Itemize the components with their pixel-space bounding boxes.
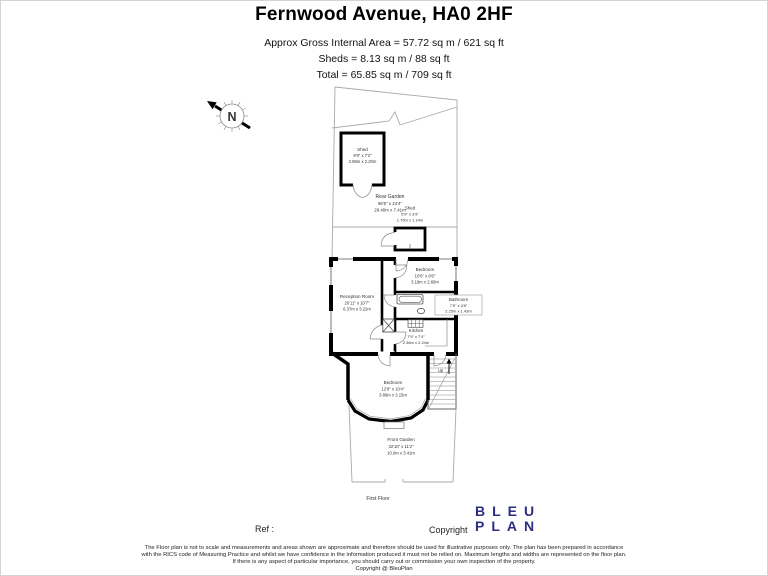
disclaimer-line-1: The Floor plan is not to scale and measurements and areas shown are approximate and therefore should be used for illustrative purposes only. The plan has been prepared in accordance	[144, 545, 624, 551]
rear-garden-name: Rear Garden	[375, 194, 405, 200]
shed1-double-door-icon	[353, 185, 372, 198]
reception-label	[340, 294, 374, 312]
rear-garden-dims-metric: 29.40m x 7.41m	[374, 207, 406, 213]
reception-dims-imperial: 20'11" x 10'7"	[344, 300, 370, 306]
bathtub-inner	[399, 296, 422, 302]
entry-door-gap	[396, 256, 408, 263]
disclaimer-line-2: with the RICS code of Measuring Practice and whilst we have confidence in the information produced it must not be relied on. Maximum lengths and widths are represented on the floor plan.	[141, 552, 627, 558]
reception-name: Reception Room	[339, 294, 375, 299]
bathroom-name: Bathroom	[448, 297, 469, 302]
bedroom2-dims-imperial: 12'8" x 10'4"	[381, 386, 405, 392]
shed2-dims-metric: 1.75m x 1.14m	[396, 217, 424, 223]
bedroom2-name: Bedroom	[383, 380, 403, 385]
rear-garden-dims-imperial: 96'5" x 24'4"	[377, 200, 403, 206]
bedroom1-dims-imperial: 10'6" x 8'6"	[414, 273, 436, 279]
ref-label: Ref :	[255, 524, 275, 534]
stairs	[428, 354, 456, 409]
front-garden-dims-imperial: 32'10" x 11'2"	[388, 443, 414, 449]
bathroom-dims-metric: 2.25m x 1.43m	[445, 308, 472, 314]
bleu-plan-logo	[475, 504, 541, 534]
shed1	[341, 133, 384, 198]
north-arrow-head-icon	[207, 101, 217, 109]
sink-icon	[417, 308, 424, 313]
logo-line2: PLAN	[475, 518, 542, 534]
sheds-area: Sheds = 8.13 sq m / 88 sq ft	[318, 53, 450, 65]
floor-label: First Floor	[366, 496, 390, 502]
compass-north-label: N	[227, 110, 237, 124]
front-step	[384, 422, 404, 429]
shed2-name: Shed	[404, 205, 416, 211]
total-area: Total = 65.85 sq m / 709 sq ft	[316, 69, 452, 81]
back-door-gap	[434, 351, 446, 358]
logo-line1: BLEU	[475, 503, 542, 519]
reception-dims-metric: 6.37m x 3.22m	[343, 306, 371, 312]
shed2-dims-imperial: 5'9" x 3'9"	[401, 211, 419, 217]
shed1-door-gap	[353, 180, 372, 187]
disclaimer-line-3: If there is any aspect of particular importance, you should carry out or commission your own inspection of the property.	[232, 559, 536, 565]
bathroom-label	[435, 295, 482, 315]
disclaimer-copyright: Copyright @ BleuPlan	[355, 566, 413, 572]
cupboard-x-box	[383, 319, 395, 332]
bathroom-dims-imperial: 7'5" x 4'8"	[449, 302, 468, 308]
stairs-up-label: Up	[437, 368, 444, 373]
front-garden-dims-metric: 10.0m x 3.41m	[387, 450, 415, 456]
rear-garden-label	[374, 194, 406, 213]
bedroom1-name: Bedroom	[415, 267, 435, 272]
shed1-name: Shed	[357, 147, 368, 152]
kitchen-hob-icon	[408, 320, 423, 328]
bedroom2-label	[379, 380, 407, 398]
garden-break-line	[332, 107, 457, 128]
shed1-dims-imperial: 9'9" x 7'2"	[353, 153, 372, 158]
stair-diagonal	[429, 358, 455, 408]
bedroom1-dims-metric: 3.19m x 2.60m	[411, 279, 439, 285]
copyright-label: Copyright	[429, 525, 468, 535]
front-garden-name: Front Garden	[387, 437, 415, 442]
gross-internal-area: Approx Gross Internal Area = 57.72 sq m / 621 sq ft	[264, 37, 504, 49]
kitchen-dims-metric: 2.36m x 2.24m	[402, 339, 430, 345]
disclaimer	[1, 545, 767, 573]
kitchen-name: Kitchen	[408, 328, 424, 333]
bathtub-icon	[397, 295, 423, 305]
kitchen-dims-imperial: 7'9" x 7'4"	[407, 334, 425, 339]
front-garden-bottom	[352, 479, 453, 482]
floorplan-drawing	[1, 1, 767, 575]
compass	[207, 100, 250, 132]
shed2-door-gap	[392, 232, 398, 245]
front-garden-label	[387, 437, 415, 455]
page-title: Fernwood Avenue, HA0 2HF	[255, 4, 513, 25]
shed1-dims-metric: 2.98m x 2.20m	[348, 159, 377, 164]
bedroom2-dims-metric: 3.86m x 3.15m	[379, 392, 407, 398]
